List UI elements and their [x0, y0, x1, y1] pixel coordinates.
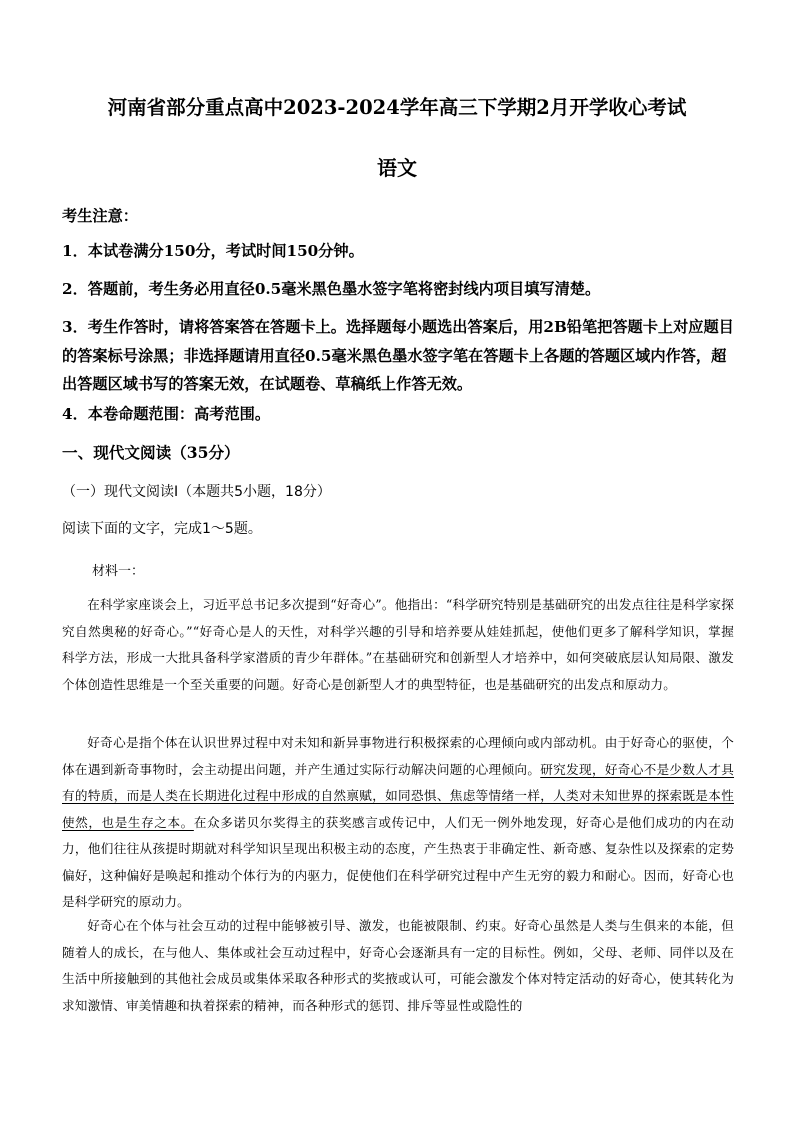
notice-heading: 考生注意： [62, 207, 138, 225]
section-subheading: （一）现代文阅读Ⅰ（本题共5小题，18分） [62, 484, 331, 500]
exam-title: 河南省部分重点高中2023-2024学年高三下学期2月开学收心考试 [107, 96, 687, 119]
notice-item-2: 2．答题前，考生务必用直径0.5毫米黑色墨水签字笔将密封线内项目填写清楚。 [62, 280, 601, 298]
notice-item-3: 3．考生作答时，请将答案答在答题卡上。选择题每小题选出答案后，用2B铅笔把答题卡上对应题目的答案标号涂黑；非选择题请用直径0.5毫米黑色墨水签字笔在答题卡上各题的答题区域内作答，超出答题区域书写的答案无效，在试题卷、草稿纸上作答无效。 [62, 318, 734, 393]
passage-paragraph-1: 在科学家座谈会上，习近平总书记多次提到“好奇心”。他指出：“科学研究特别是基础研究的出发点往往是科学家探究自然奥秘的好奇心。”“好奇心是人的天性，对科学兴趣的引导和培养要从娃娃抓起，使他们更多了解科学知识，掌握科学方法，形成一大批具备科学家潜质的青少年群体。”在基础研究和创新型人才培养中，如何突破底层认知局限、激发个体创造性思维是一个至关重要的问题。好奇心是创新型人才的典型特征，也是基础研究的出发点和原动力。 [62, 597, 734, 692]
passage-paragraph-2-part-b: 在众多诺贝尔奖得主的获奖感言或传记中，人们无一例外地发现，好奇心是他们成功的内在动力，他们往往从孩提时期就对科学知识呈现出积极主动的态度，产生热衷于非确定性、新奇感、复杂性以及探索的定势偏好，这种偏好是唤起和推动个体行为的内驱力，促使他们在科学研究过程中产生无穷的毅力和耐心。因而，好奇心也是科学研究的原动力。 [62, 814, 734, 909]
reading-instruction: 阅读下面的文字，完成1～5题。 [62, 521, 262, 537]
notice-item-1: 1．本试卷满分150分，考试时间150分钟。 [62, 242, 364, 260]
underlined-sentence: 研究发现，好奇心不是少数人才具有的特质，而是人类在长期进化过程中形成的自然禀赋，如同恐惧、焦虑等情绪一样，人类对未知世界的探索既是本性使然，也是生存之本。 [62, 761, 735, 830]
notice-item-4: 4．本卷命题范围：高考范围。 [62, 405, 271, 423]
passage-paragraph-3: 好奇心在个体与社会互动的过程中能够被引导、激发，也能被限制、约束。好奇心虽然是人类与生俱来的本能，但随着人的成长，在与他人、集体或社会互动过程中，好奇心会逐渐具有一定的目标性。例如，父母、老师、同伴以及在生活中所接触到的其他社会成员或集体采取各种形式的奖掖或认可，可能会激发个体对特定活动的好奇心，使其转化为求知激情、审美情趣和执着探索的精神，而各种形式的惩罚、排斥等显性或隐性的 [62, 918, 734, 1013]
passage-paragraph-2 [62, 730, 734, 916]
subject-title: 语文 [377, 156, 417, 180]
passage-paragraph-2-part-a: 好奇心是指个体在认识世界过程中对未知和新异事物进行积极探索的心理倾向或内部动机。由于好奇心的驱使，个体在遇到新奇事物时，会主动提出问题，并产生通过实际行动解决问题的心理倾向。 [62, 735, 734, 777]
material-label: 材料一： [92, 564, 145, 579]
section-heading: 一、现代文阅读（35分） [62, 443, 240, 462]
